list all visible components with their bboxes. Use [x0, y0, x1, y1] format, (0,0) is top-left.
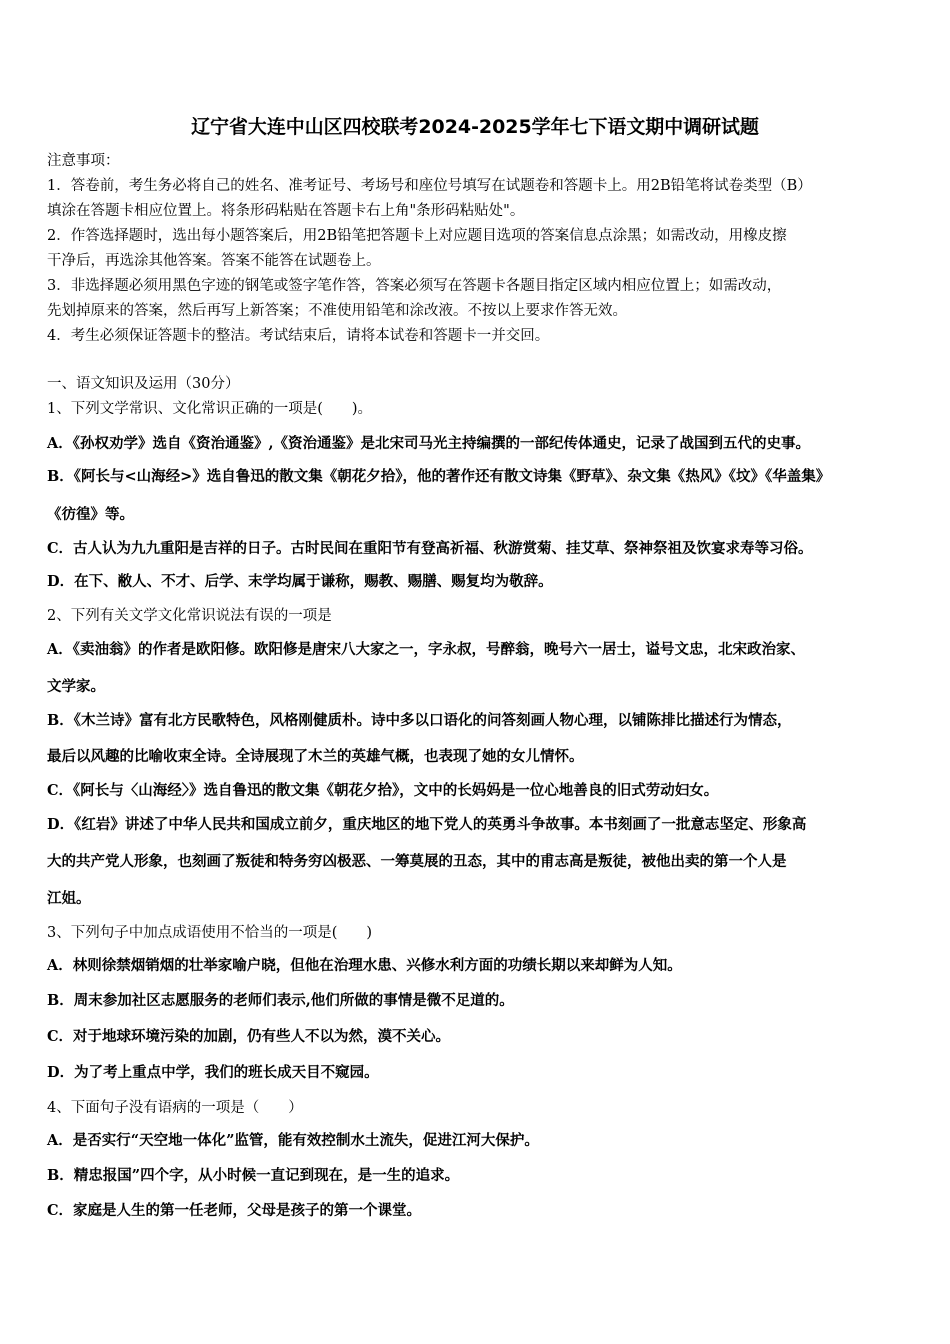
- notice-item-4: 4．考生必须保证答题卡的整洁。考试结束后，请将本试卷和答题卡一并交回。: [47, 328, 550, 344]
- section-heading: 一、语文知识及运用（30分）: [47, 376, 240, 392]
- option-d: D．在下、敝人、不才、后学、末学均属于谦称，赐教、赐膳、赐复均为敬辞。: [47, 573, 553, 590]
- option-d-line-1: D．《红岩》讲述了中华人民共和国成立前夕，重庆地区的地下党人的英勇斗争故事。本书刻画了一批意志坚定、形象高: [47, 816, 807, 833]
- option-d: D．为了考上重点中学，我们的班长成天目不窥园。: [47, 1064, 379, 1081]
- notice-item-1-line-1: 1．答卷前，考生务必将自己的姓名、准考证号、考场号和座位号填写在试题卷和答题卡上。用2B铅笔将试卷类型（B）: [47, 178, 812, 194]
- notice-heading: 注意事项：: [47, 153, 120, 169]
- option-b-line-1: B．《木兰诗》富有北方民歌特色，风格刚健质朴。诗中多以口语化的问答刻画人物心理，以铺陈排比描述行为情态，: [47, 712, 792, 729]
- option-a: A．《孙权劝学》选自《资治通鉴》,《资治通鉴》是北宋司马光主持编撰的一部纪传体通史，记录了战国到五代的史事。: [47, 435, 811, 452]
- option-d-line-3: 江姐。: [47, 890, 91, 907]
- question-stem: 4、下面句子没有语病的一项是（ ）: [47, 1100, 303, 1116]
- option-b: B．周末参加社区志愿服务的老师们表示,他们所做的事情是微不足道的。: [47, 992, 514, 1009]
- option-c: C．对于地球环境污染的加剧，仍有些人不以为然，漠不关心。: [47, 1028, 451, 1045]
- option-b: B．精忠报国”四个字，从小时候一直记到现在，是一生的追求。: [47, 1167, 460, 1184]
- option-d-line-2: 大的共产党人形象，也刻画了叛徒和特务穷凶极恶、一筹莫展的丑态，其中的甫志高是叛徒，被他出卖的第一个人是: [47, 853, 787, 870]
- notice-item-2-line-1: 2．作答选择题时，选出每小题答案后，用2B铅笔把答题卡上对应题目选项的答案信息点涂黑；如需改动，用橡皮擦: [47, 228, 787, 244]
- option-c: C．《阿长与〈山海经〉》选自鲁迅的散文集《朝花夕拾》，文中的长妈妈是一位心地善良的旧式劳动妇女。: [47, 782, 719, 799]
- option-b-line-1: B．《阿长与<山海经>》选自鲁迅的散文集《朝花夕拾》，他的著作还有散文诗集《野草》、杂文集《热风》《坟》《华盖集》: [47, 468, 831, 485]
- notice-item-2-line-2: 干净后，再选涂其他答案。答案不能答在试题卷上。: [47, 253, 381, 269]
- option-b-line-2: 《彷徨》等。: [47, 506, 134, 523]
- option-c: C．家庭是人生的第一任老师，父母是孩子的第一个课堂。: [47, 1202, 422, 1219]
- option-a: A．林则徐禁烟销烟的壮举家喻户晓，但他在治理水患、兴修水利方面的功绩长期以来却鲜为人知。: [47, 957, 682, 974]
- option-b-line-2: 最后以风趣的比喻收束全诗。全诗展现了木兰的英雄气概，也表现了她的女儿情怀。: [47, 748, 584, 765]
- notice-item-3-line-2: 先划掉原来的答案，然后再写上新答案；不准使用铅笔和涂改液。不按以上要求作答无效。: [47, 303, 627, 319]
- option-a: A．是否实行“天空地一体化”监管，能有效控制水土流失，促进江河大保护。: [47, 1132, 539, 1149]
- question-stem: 2、下列有关文学文化常识说法有误的一项是: [47, 608, 332, 624]
- page-title: 辽宁省大连中山区四校联考2024-2025学年七下语文期中调研试题: [191, 116, 759, 138]
- notice-item-3-line-1: 3．非选择题必须用黑色字迹的钢笔或签字笔作答，答案必须写在答题卡各题目指定区域内相应位置上；如需改动，: [47, 278, 782, 294]
- question-stem: 3、下列句子中加点成语使用不恰当的一项是( ): [47, 925, 373, 941]
- option-a-line-2: 文学家。: [47, 678, 105, 695]
- option-a-line-1: A．《卖油翁》的作者是欧阳修。欧阳修是唐宋八大家之一，字永叔，号醉翁，晚号六一居士，谥号文忠，北宋政治家、: [47, 641, 805, 658]
- question-stem: 1、下列文学常识、文化常识正确的一项是( )。: [47, 401, 373, 417]
- option-c: C．古人认为九九重阳是吉祥的日子。古时民间在重阳节有登高祈福、秋游赏菊、挂艾草、祭神祭祖及饮宴求寿等习俗。: [47, 540, 813, 557]
- notice-item-1-line-2: 填涂在答题卡相应位置上。将条形码粘贴在答题卡右上角"条形码粘贴处"。: [47, 203, 525, 219]
